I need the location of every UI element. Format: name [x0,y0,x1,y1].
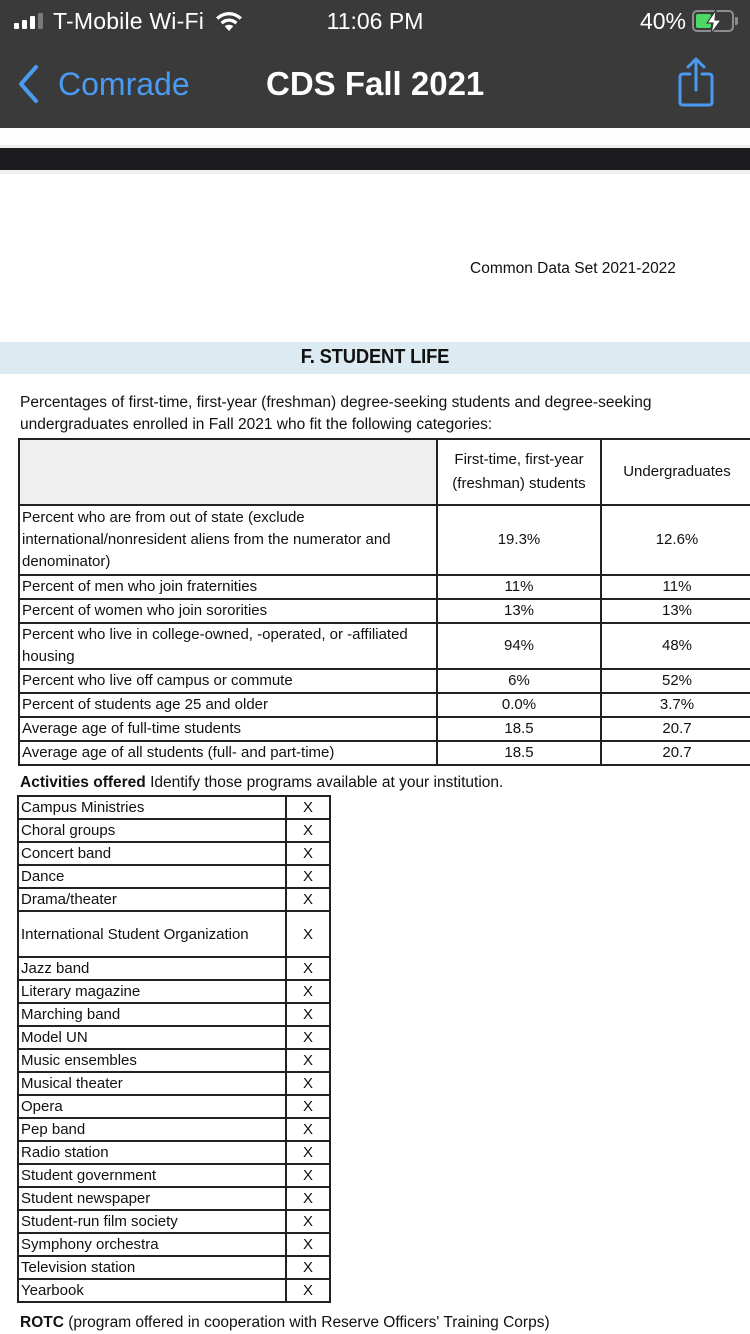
activity-row [18,796,330,819]
rotc-bold: ROTC [20,1314,64,1331]
activity-row [18,1118,330,1141]
activity-name: Music ensembles [18,1049,286,1072]
activity-name: Campus Ministries [18,796,286,819]
activity-name: Student newspaper [18,1187,286,1210]
row-label: Percent who live off campus or commute [19,669,437,693]
activity-mark: X [286,865,330,888]
carrier-label: T-Mobile Wi-Fi [53,7,205,34]
undergrad-value: 48% [601,623,750,669]
activity-mark: X [286,1026,330,1049]
freshman-value: 19.3% [437,505,601,575]
activity-name: Opera [18,1095,286,1118]
activity-mark: X [286,1164,330,1187]
bolt-icon [704,9,724,35]
activity-row [18,865,330,888]
freshman-value: 13% [437,599,601,623]
activities-heading [20,774,503,792]
table-header-row [19,439,750,505]
activity-name: Pep band [18,1118,286,1141]
undergrad-value: 3.7% [601,693,750,717]
activity-mark: X [286,888,330,911]
activity-name: Concert band [18,842,286,865]
activities-heading-text: Identify those programs available at your institution. [145,774,504,791]
freshman-value: 0.0% [437,693,601,717]
activity-row [18,1187,330,1210]
activity-mark: X [286,1095,330,1118]
freshman-value: 6% [437,669,601,693]
intro-paragraph: Percentages of first-time, first-year (freshman) degree-seeking students and degree-seeking undergraduates enrolled in Fall 2021 who fit the following categories: [20,394,652,433]
undergrad-value: 12.6% [601,505,750,575]
freshman-value: 18.5 [437,741,601,765]
undergrad-value: 52% [601,669,750,693]
undergrad-value: 11% [601,575,750,599]
activity-mark: X [286,1210,330,1233]
activity-name: Dance [18,865,286,888]
student-stats-table [18,438,750,766]
table-row [19,575,750,599]
activity-name: Yearbook [18,1279,286,1302]
undergrad-value: 13% [601,599,750,623]
freshman-value: 11% [437,575,601,599]
chevron-left-icon [16,64,40,104]
activity-row [18,1141,330,1164]
activity-mark: X [286,1256,330,1279]
rotc-text: (program offered in cooperation with Reserve Officers' Training Corps) [63,1314,550,1331]
activity-mark: X [286,1141,330,1164]
activity-row [18,1049,330,1072]
section-band [0,342,750,374]
table-row [19,693,750,717]
activity-row [18,819,330,842]
previous-page-edge [0,148,750,170]
table-row [19,623,750,669]
activity-name: Radio station [18,1141,286,1164]
activity-name: Choral groups [18,819,286,842]
activity-mark: X [286,980,330,1003]
row-label: Percent of students age 25 and older [19,693,437,717]
activity-mark: X [286,1049,330,1072]
battery-charging-icon [692,10,734,32]
table-row [19,741,750,765]
table-row [19,717,750,741]
activity-mark: X [286,1072,330,1095]
header-cell-empty [19,439,437,505]
activity-row [18,1003,330,1026]
activity-row [18,842,330,865]
activity-name: Symphony orchestra [18,1233,286,1256]
rotc-heading [20,1314,550,1332]
battery-cap [735,17,738,25]
row-label: Percent of men who join fraternities [19,575,437,599]
activity-mark: X [286,957,330,980]
table-row [19,669,750,693]
activity-name: Literary magazine [18,980,286,1003]
activity-mark: X [286,819,330,842]
row-label: Percent of women who join sororities [19,599,437,623]
header-cell-undergrad: Undergraduates [601,439,750,505]
activity-name: Jazz band [18,957,286,980]
section-title: F. STUDENT LIFE [300,346,450,368]
row-label: Percent who are from out of state (exclude international/nonresident aliens from the numerator and denominator) [19,505,437,575]
undergrad-value: 20.7 [601,717,750,741]
activity-row [18,1279,330,1302]
table-row [19,505,750,575]
activity-row [18,1233,330,1256]
viewer-top-gap [0,128,750,148]
activity-row [18,911,330,957]
activity-mark: X [286,1279,330,1302]
activity-row [18,1164,330,1187]
activity-row [18,888,330,911]
activity-mark: X [286,842,330,865]
status-right [640,6,738,36]
header-cell-freshman: First-time, first-year (freshman) students [437,439,601,505]
activity-mark: X [286,796,330,819]
activity-mark: X [286,1233,330,1256]
activity-name: International Student Organization [18,911,286,957]
activity-row [18,1210,330,1233]
row-label: Average age of all students (full- and part-time) [19,741,437,765]
activity-row [18,1256,330,1279]
activity-row [18,1095,330,1118]
activity-mark: X [286,1187,330,1210]
pdf-page[interactable] [0,174,750,1334]
status-bar [0,0,750,42]
activities-table [17,795,331,1303]
activity-row [18,1072,330,1095]
freshman-value: 18.5 [437,717,601,741]
page-title: CDS Fall 2021 [266,65,485,102]
activities-heading-bold: Activities offered [20,774,146,791]
battery-percent: 40% [639,7,686,34]
activity-mark: X [286,1118,330,1141]
activity-name: Student government [18,1164,286,1187]
activity-mark: X [286,1003,330,1026]
activity-name: Television station [18,1256,286,1279]
document-header: Common Data Set 2021-2022 [470,260,676,277]
back-label: Comrade [58,65,190,102]
freshman-value: 94% [437,623,601,669]
clock-label: 11:06 PM [326,8,424,34]
row-label: Percent who live in college-owned, -operated, or -affiliated housing [19,623,437,669]
navigation-bar [0,42,750,128]
activity-row [18,957,330,980]
activity-mark: X [286,911,330,957]
table-row [19,599,750,623]
share-icon[interactable] [676,56,716,108]
activity-name: Marching band [18,1003,286,1026]
activity-row [18,1026,330,1049]
activity-row [18,980,330,1003]
activity-name: Musical theater [18,1072,286,1095]
activity-name: Drama/theater [18,888,286,911]
activity-name: Student-run film society [18,1210,286,1233]
undergrad-value: 20.7 [601,741,750,765]
activity-name: Model UN [18,1026,286,1049]
row-label: Average age of full-time students [19,717,437,741]
back-button[interactable] [16,62,190,106]
clock [0,6,750,36]
